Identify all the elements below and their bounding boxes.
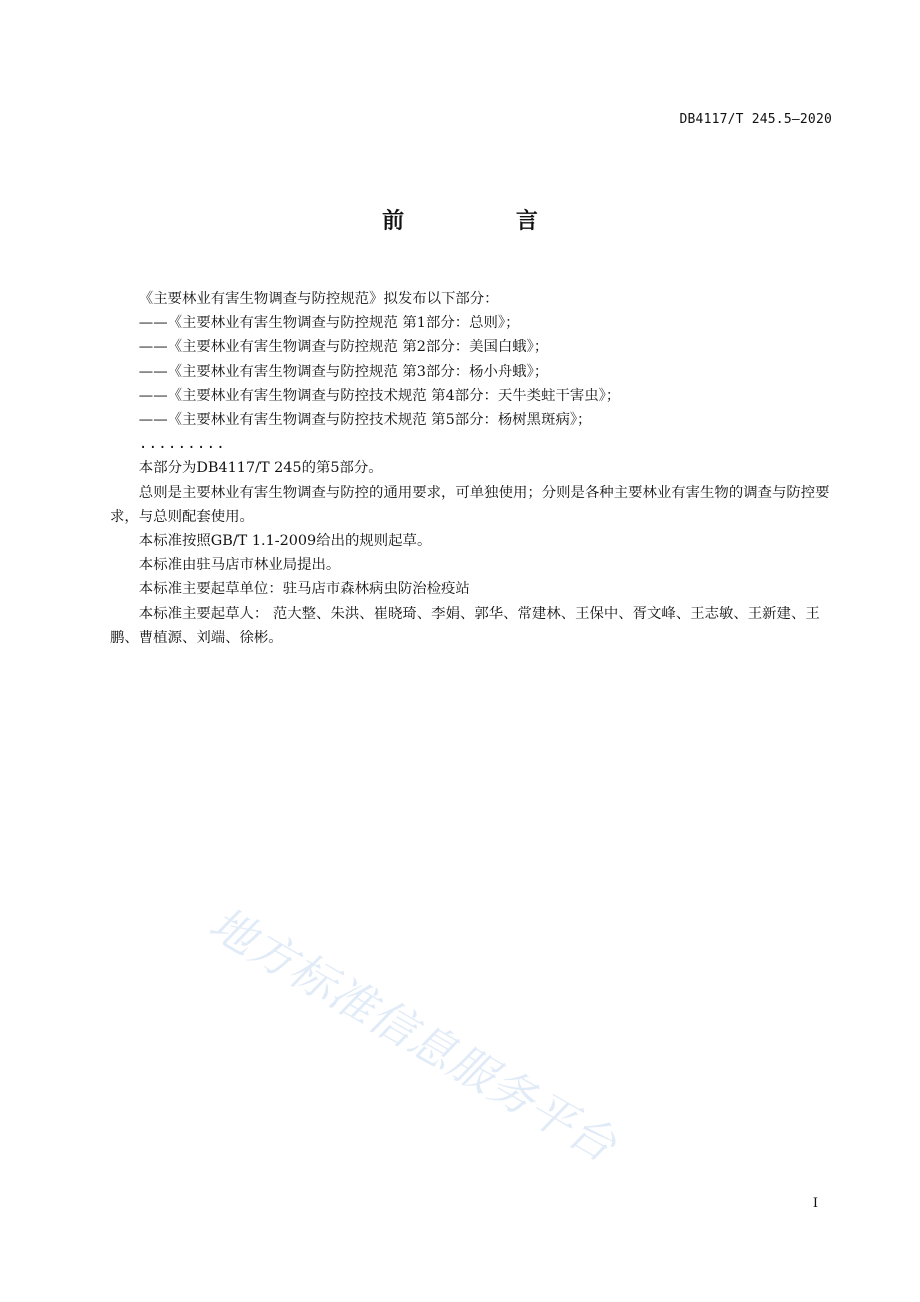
part-list-item-1: ——《主要林业有害生物调查与防控规范 第1部分：总则》；	[138, 315, 520, 332]
drafting-unit-paragraph: 本标准主要起草单位：驻马店市森林病虫防治检疫站	[138, 581, 470, 598]
document-code: DB4117/T 245.5—2020	[679, 112, 832, 127]
page-title: 前 言	[382, 209, 590, 234]
page-number: I	[812, 1196, 818, 1211]
intro-paragraph: 《主要林业有害生物调查与防控规范》拟发布以下部分：	[138, 291, 499, 307]
part-list-item-3: ——《主要林业有害生物调查与防控规范 第3部分：杨小舟蛾》；	[138, 363, 549, 380]
part-statement: 本部分为DB4117/T 245的第5部分。	[138, 460, 383, 477]
part-list-item-4: ——《主要林业有害生物调查与防控技术规范 第4部分：天牛类蛀干害虫》；	[138, 387, 621, 404]
part-list-item-2: ——《主要林业有害生物调查与防控规范 第2部分：美国白蛾》；	[138, 339, 549, 356]
part-list-item-5: ——《主要林业有害生物调查与防控技术规范 第5部分：杨树黑斑病》；	[138, 412, 592, 429]
ellipsis-line: .........	[138, 436, 226, 453]
general-rule-paragraph: 总则是主要林业有害生物调查与防控的通用要求，可单独使用；分则是各种主要林业有害生物的调查与防控要求，与总则配套使用。	[110, 484, 830, 525]
foreword-body	[110, 287, 832, 650]
watermark-text: 地方标准信息服务平台	[200, 896, 626, 1173]
drafters-paragraph: 本标准主要起草人： 范大整、朱洪、崔晓琦、李娟、郭华、常建林、王保中、胥文峰、王志敏、王新建、王鹏、曹植源、刘端、徐彬。	[110, 605, 820, 646]
drafting-rule-paragraph: 本标准按照GB/T 1.1-2009给出的规则起草。	[138, 533, 432, 550]
proposer-paragraph: 本标准由驻马店市林业局提出。	[138, 557, 341, 574]
